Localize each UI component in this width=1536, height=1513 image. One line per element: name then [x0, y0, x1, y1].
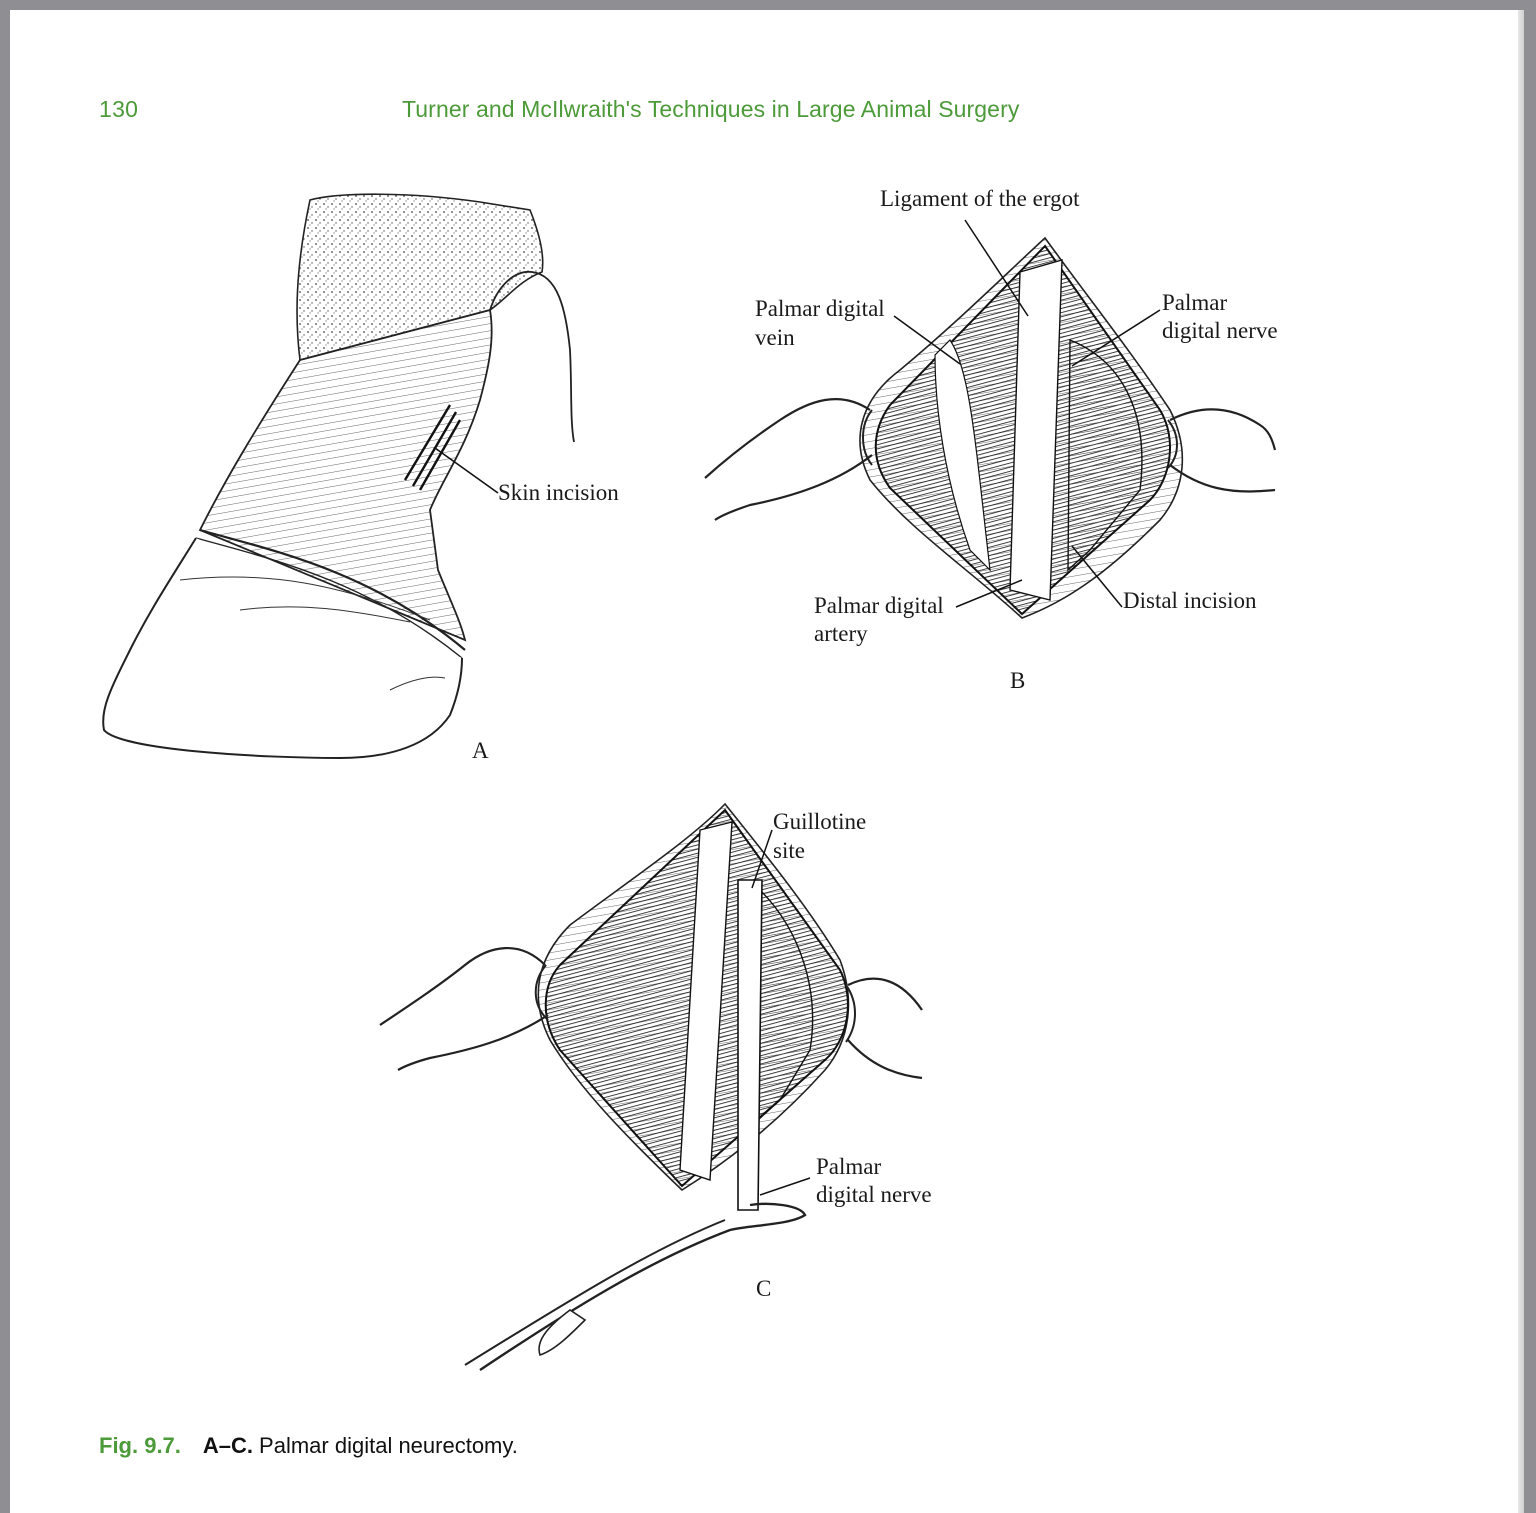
label-guillotine-line2: site: [773, 838, 805, 863]
panel-b-drawing: [705, 220, 1275, 618]
label-palmar-digital-nerve-b-line1: Palmar: [1162, 290, 1228, 315]
nerve-leader-c: [760, 1178, 810, 1195]
forceps-ring: [539, 1310, 585, 1355]
panel-letter-a: A: [472, 738, 489, 763]
retractor-c-left-lower: [398, 1015, 548, 1070]
retractor-c-right-lower: [848, 1040, 922, 1078]
panel-a-drawing: [103, 194, 574, 758]
panel-letter-b: B: [1010, 668, 1026, 693]
page-number: 130: [99, 96, 139, 122]
label-ligament-of-ergot: Ligament of the ergot: [880, 186, 1080, 211]
retractor-left-lower: [715, 455, 872, 520]
retractor-right-lower: [1170, 465, 1275, 492]
retractor-left-upper: [705, 399, 870, 478]
label-guillotine-line1: Guillotine: [773, 809, 867, 834]
panel-c-drawing: [380, 804, 922, 1370]
retractor-right-upper: [1170, 409, 1275, 450]
label-palmar-digital-vein-line1: Palmar digital: [755, 296, 885, 321]
forceps-lower: [465, 1220, 725, 1365]
document-page: [10, 10, 1524, 1513]
figure-caption: [99, 1433, 518, 1459]
label-palmar-digital-artery-line2: artery: [814, 621, 868, 646]
retractor-c-right-upper: [848, 979, 922, 1010]
caption-figure-number: Fig. 9.7.: [99, 1433, 181, 1458]
label-distal-incision: Distal incision: [1123, 588, 1257, 613]
label-palmar-digital-artery-line1: Palmar digital: [814, 593, 944, 618]
figure-9-7-illustration: [10, 10, 1524, 1513]
label-palmar-digital-vein-line2: vein: [755, 325, 795, 350]
label-skin-incision: Skin incision: [498, 480, 619, 505]
label-palmar-digital-nerve-c-line1: Palmar: [816, 1154, 882, 1179]
retractor-c-left-upper: [380, 948, 545, 1025]
label-palmar-digital-nerve-c-line2: digital nerve: [816, 1182, 932, 1207]
caption-panels: A–C.: [202, 1433, 254, 1458]
label-palmar-digital-nerve-b-line2: digital nerve: [1162, 318, 1278, 343]
caption-text: Palmar digital neurectomy.: [259, 1433, 518, 1458]
running-head-title: Turner and McIlwraith's Techniques in Large Animal Surgery: [402, 96, 1020, 122]
palmar-digital-nerve-c: [738, 880, 762, 1210]
panel-letter-c: C: [756, 1276, 772, 1301]
